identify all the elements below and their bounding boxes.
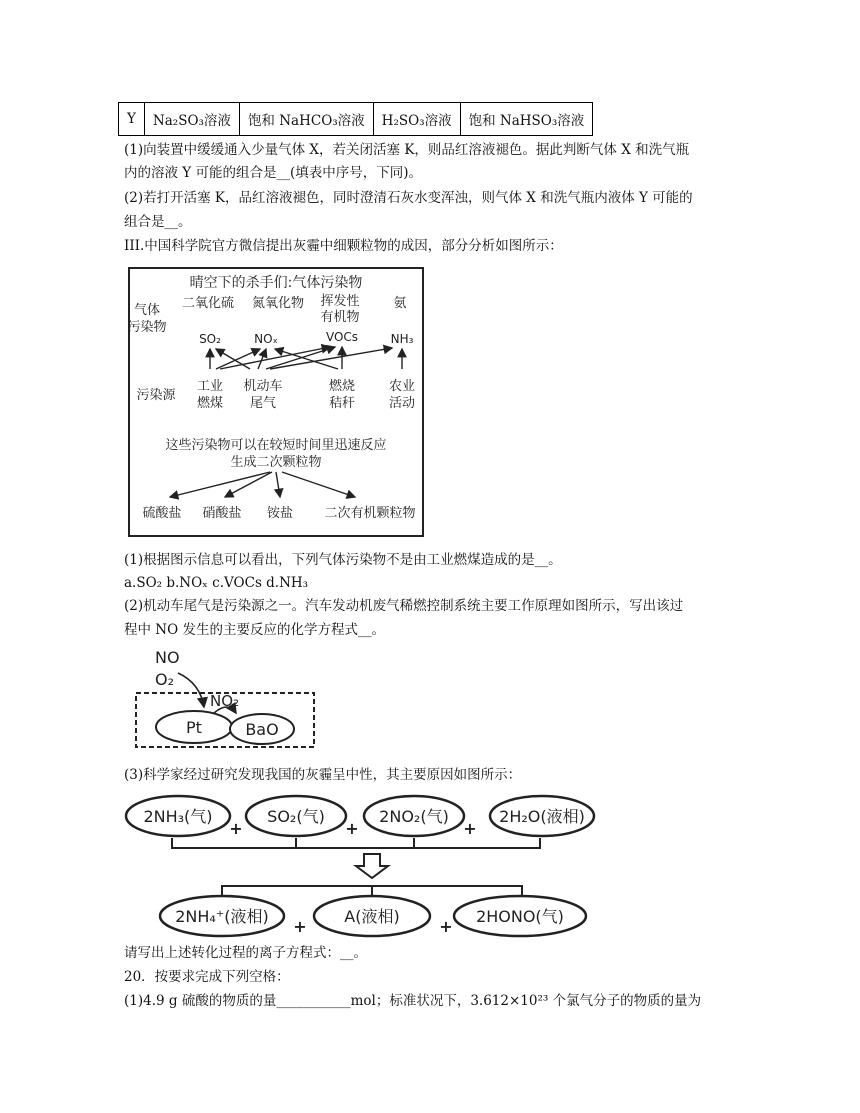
row-label: 气体 xyxy=(133,303,161,318)
statement: 生成二次颗粒物 xyxy=(230,455,322,470)
pollutant-diagram xyxy=(128,267,424,537)
table-cell: 饱和 NaHCO₃溶液 xyxy=(239,103,373,136)
gas-formula: NOₓ xyxy=(254,332,278,346)
reactant: 2H₂O(液相) xyxy=(499,807,585,826)
ellipse-label: Pt xyxy=(186,718,202,737)
gas-name: 挥发性 xyxy=(320,294,360,309)
question-text: (1)4.9 g 硫酸的物质的量___________mol；标准状况下，3.612×10²³ 个氯气分子的物质的量为 xyxy=(124,993,702,1009)
source: 工业 xyxy=(196,379,224,394)
plus-sign: + xyxy=(439,917,453,936)
diagram-title: 晴空下的杀手们:气体污染物 xyxy=(189,275,363,291)
plus-sign: + xyxy=(229,819,243,838)
mid-label: NO₂ xyxy=(210,692,240,710)
question-text: (1)向装置中缓缓通入少量气体 X，若关闭活塞 K，则品红溶液褪色。据此判断气体 X 和洗气瓶 xyxy=(124,142,690,158)
source: 尾气 xyxy=(249,396,277,411)
gas-name: 氮氧化物 xyxy=(251,296,305,311)
gas-name: 二氧化硫 xyxy=(181,296,235,311)
source-arrows xyxy=(210,347,402,369)
options-table xyxy=(118,102,593,136)
product: 2HONO(气) xyxy=(476,907,564,926)
gas-name: 有机物 xyxy=(320,310,360,325)
reactant: 2NO₂(气) xyxy=(379,807,449,826)
table-row xyxy=(119,103,593,136)
section-heading: III.中国科学院官方微信提出灰霾中细颗粒物的成因，部分分析如图所示： xyxy=(124,238,563,254)
gas-formula: SO₂ xyxy=(199,332,221,346)
reactant: 2NH₃(气) xyxy=(143,807,213,826)
gas-formula: NH₃ xyxy=(390,332,414,346)
ellipse-label: BaO xyxy=(245,720,279,739)
source: 秸秆 xyxy=(328,396,356,411)
down-arrow-icon xyxy=(356,854,388,878)
product: A(液相) xyxy=(344,907,400,926)
question-text: (2)机动车尾气是污染源之一。汽车发动机废气稀燃控制系统主要工作原理如图所示，写出该过 xyxy=(124,598,684,614)
plus-sign: + xyxy=(345,819,359,838)
product-arrows xyxy=(170,472,355,497)
pollutant-diagram-svg xyxy=(130,269,422,535)
product: 二次有机颗粒物 xyxy=(324,506,416,521)
question-text: (3)科学家经过研究发现我国的灰霾呈中性，其主要原因如图所示： xyxy=(124,767,522,783)
question-text: 请写出上述转化过程的离子方程式：__。 xyxy=(124,945,367,961)
row-label: 污染源 xyxy=(136,388,176,403)
question-text: 组合是__。 xyxy=(124,214,192,230)
table-cell: H₂SO₃溶液 xyxy=(373,103,460,136)
source: 机动车 xyxy=(243,379,283,394)
product: 硝酸盐 xyxy=(202,506,242,521)
question-options: a.SO₂ b.NOₓ c.VOCs d.NH₃ xyxy=(124,575,309,591)
table-cell: Na₂SO₃溶液 xyxy=(144,103,239,136)
table-cell: 饱和 NaHSO₃溶液 xyxy=(460,103,593,136)
question-text: 内的溶液 Y 可能的组合是__(填表中序号，下同)。 xyxy=(124,165,423,181)
statement: 这些污染物可以在较短时间里迅速反应 xyxy=(165,438,387,453)
exhaust-diagram xyxy=(128,645,328,753)
plus-sign: + xyxy=(293,917,307,936)
gas-formula: VOCs xyxy=(325,330,359,344)
row-label: 污染物 xyxy=(130,320,167,335)
bracket-top xyxy=(172,838,540,848)
product: 2NH₄⁺(液相) xyxy=(175,907,269,926)
question-text: 程中 NO 发生的主要反应的化学方程式__。 xyxy=(124,622,385,638)
table-cell: Y xyxy=(119,103,145,136)
product: 硫酸盐 xyxy=(142,506,182,521)
product: 铵盐 xyxy=(266,506,294,521)
question-heading: 20．按要求完成下列空格： xyxy=(124,969,290,985)
source: 农业 xyxy=(388,379,416,394)
question-text: (2)若打开活塞 K，品红溶液褪色，同时澄清石灰水变浑浊，则气体 X 和洗气瓶内液体 Y 可能的 xyxy=(124,190,693,206)
gas-name: 氨 xyxy=(393,296,407,311)
plus-sign: + xyxy=(463,819,477,838)
input-label: O₂ xyxy=(155,670,175,689)
source: 燃烧 xyxy=(328,379,356,394)
input-label: NO xyxy=(155,648,180,667)
flow-arrow xyxy=(178,673,204,707)
source: 燃煤 xyxy=(196,396,224,411)
haze-reaction-diagram xyxy=(124,792,600,940)
source: 活动 xyxy=(388,396,416,411)
reactant: SO₂(气) xyxy=(267,807,325,826)
bracket-bottom xyxy=(222,886,522,896)
question-text: (1)根据图示信息可以看出，下列气体污染物不是由工业燃煤造成的是__。 xyxy=(124,552,562,568)
